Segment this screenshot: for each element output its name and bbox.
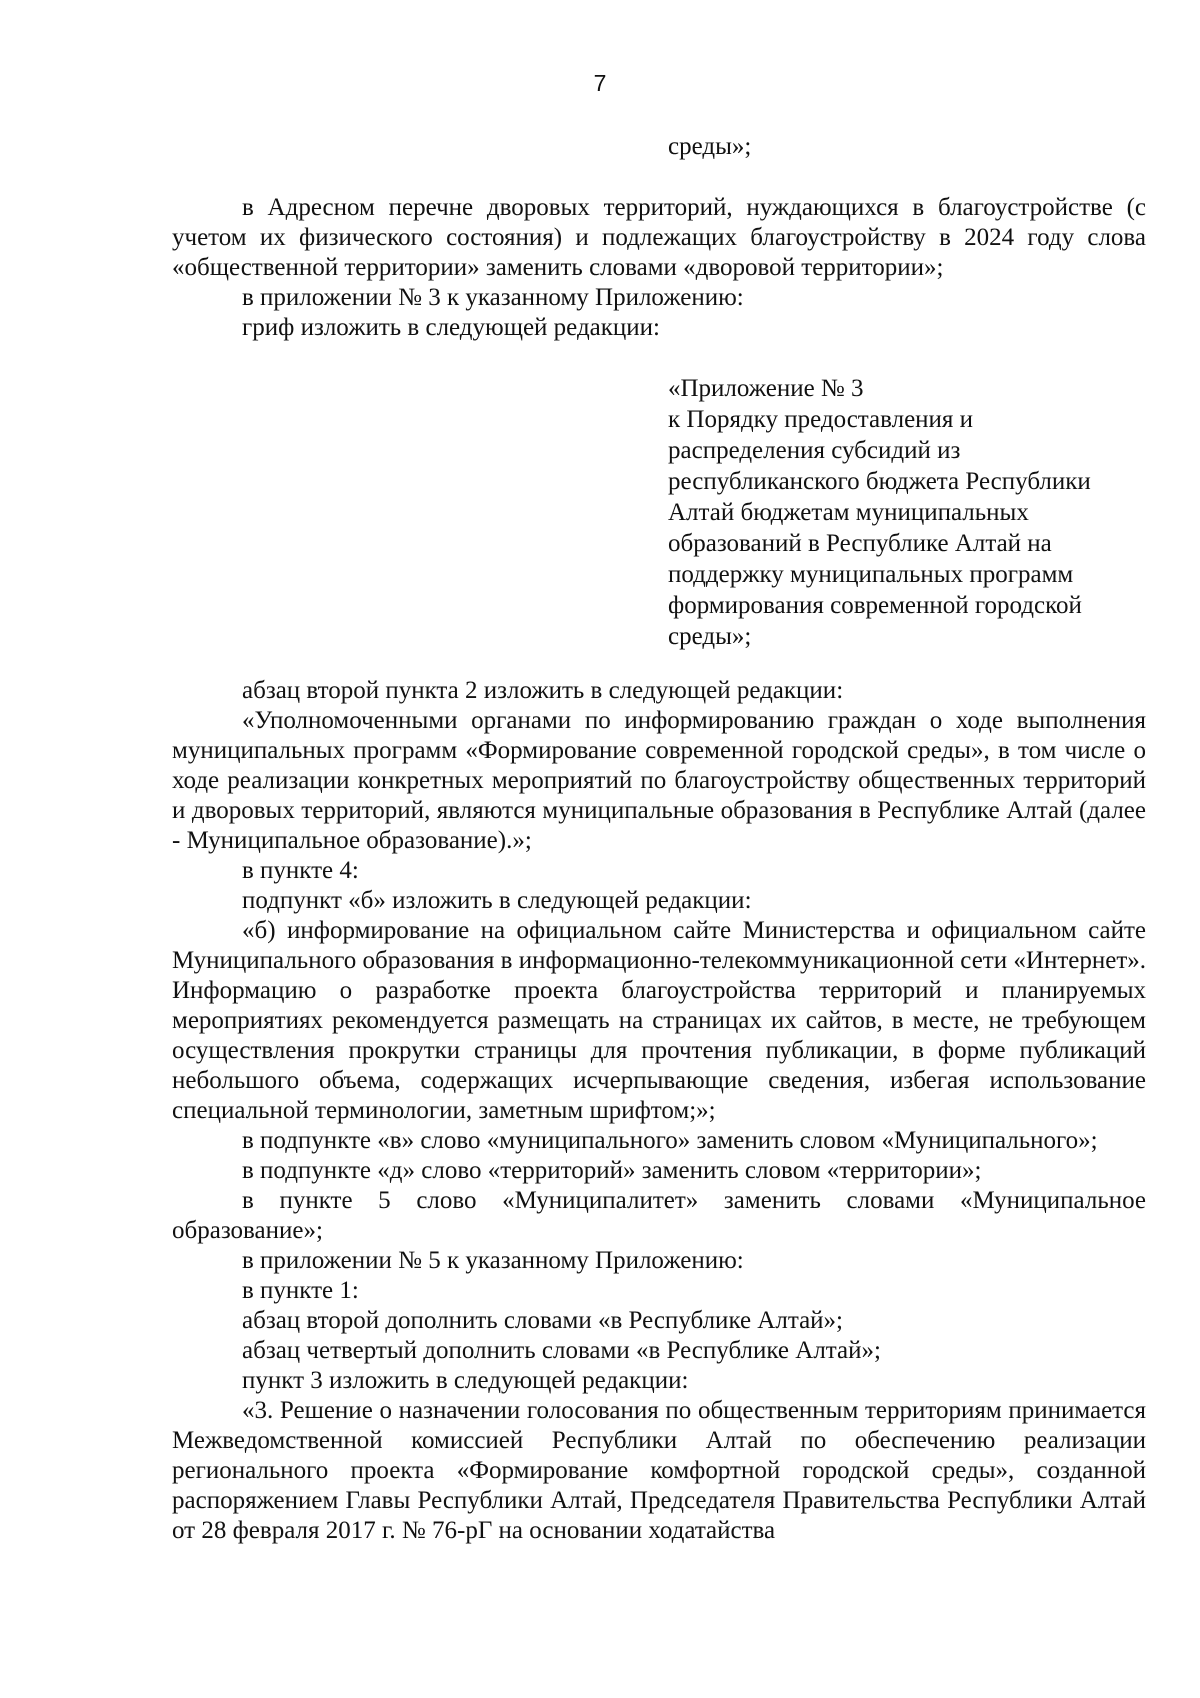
paragraph: в пункте 4: (242, 857, 359, 884)
stamp-line: к Порядку предоставления и (668, 406, 974, 433)
paragraph: абзац второй дополнить словами «в Республике Алтай»; (242, 1307, 843, 1334)
paragraph: в приложении № 3 к указанному Приложению: (242, 284, 744, 311)
section-2 (172, 676, 1146, 1546)
paragraph: пункт 3 изложить в следующей редакции: (242, 1367, 689, 1394)
paragraph: в подпункте «д» слово «территорий» заменить словом «территории»; (242, 1157, 982, 1184)
continuation-text: среды»; (668, 133, 752, 160)
paragraph: «3. Решение о назначении голосования по общественным территориям принимается Межведомственной комиссией Республики Алтай по обеспечению реализации регионального проекта «Формирование комфортной городской среды», созданной распоряжением Главы Республики Алтай, Председателя Правительства Республики Алтай от 28 февраля 2017 г. № 76-рГ на основании ходатайства (172, 1397, 1146, 1544)
stamp-line: формирования современной городской (668, 592, 1082, 619)
paragraph: в подпункте «в» слово «муниципального» заменить словом «Муниципального»; (242, 1127, 1098, 1154)
stamp-line: республиканского бюджета Республики (668, 468, 1091, 495)
stamp-line: «Приложение № 3 (668, 375, 864, 402)
stamp-line: поддержку муниципальных программ (668, 561, 1074, 588)
paragraph: «Уполномоченными органами по информированию граждан о ходе выполнения муниципальных программ «Формирование современной городской среды», в том числе о ходе реализации конкретных мероприятий по благоустройству общественных территорий и дворовых территорий, являются муниципальные образования в Республике Алтай (далее - Муниципальное образование).»; (172, 707, 1146, 854)
paragraph: в пункте 5 слово «Муниципалитет» заменить словами «Муниципальное образование»; (172, 1187, 1146, 1244)
paragraph: «б) информирование на официальном сайте Министерства и официальном сайте Муниципального образования в информационно-телекоммуникационной сети «Интернет». Информацию о разработке проекта благоустройства территорий и планируемых мероприятиях рекомендуется размещать на страницах их сайтов, в месте, не требующем осуществления прокрутки страницы для прочтения публикации, в форме публикаций небольшого объема, содержащих исчерпывающие сведения, избегая использование специальной терминологии, заметным шрифтом;»; (172, 917, 1146, 1124)
appendix-stamp (668, 373, 1138, 652)
stamp-line: распределения субсидий из (668, 437, 961, 464)
section-1 (172, 193, 1146, 343)
paragraph: подпункт «б» изложить в следующей редакции: (242, 887, 752, 914)
stamp-line: Алтай бюджетам муниципальных (668, 499, 1029, 526)
paragraph: в приложении № 5 к указанному Приложению: (242, 1247, 744, 1274)
paragraph: в Адресном перечне дворовых территорий, нуждающихся в благоустройстве (с учетом их физического состояния) и подлежащих благоустройству в 2024 году слова «общественной территории» заменить словами «дворовой территории»; (172, 194, 1146, 281)
page-number: 7 (593, 70, 607, 96)
paragraph: абзац четвертый дополнить словами «в Республике Алтай»; (242, 1337, 881, 1364)
paragraph: гриф изложить в следующей редакции: (242, 314, 660, 341)
stamp-line: среды»; (668, 623, 752, 650)
paragraph: в пункте 1: (242, 1277, 359, 1304)
stamp-line: образований в Республике Алтай на (668, 530, 1052, 557)
paragraph: абзац второй пункта 2 изложить в следующей редакции: (242, 677, 844, 704)
